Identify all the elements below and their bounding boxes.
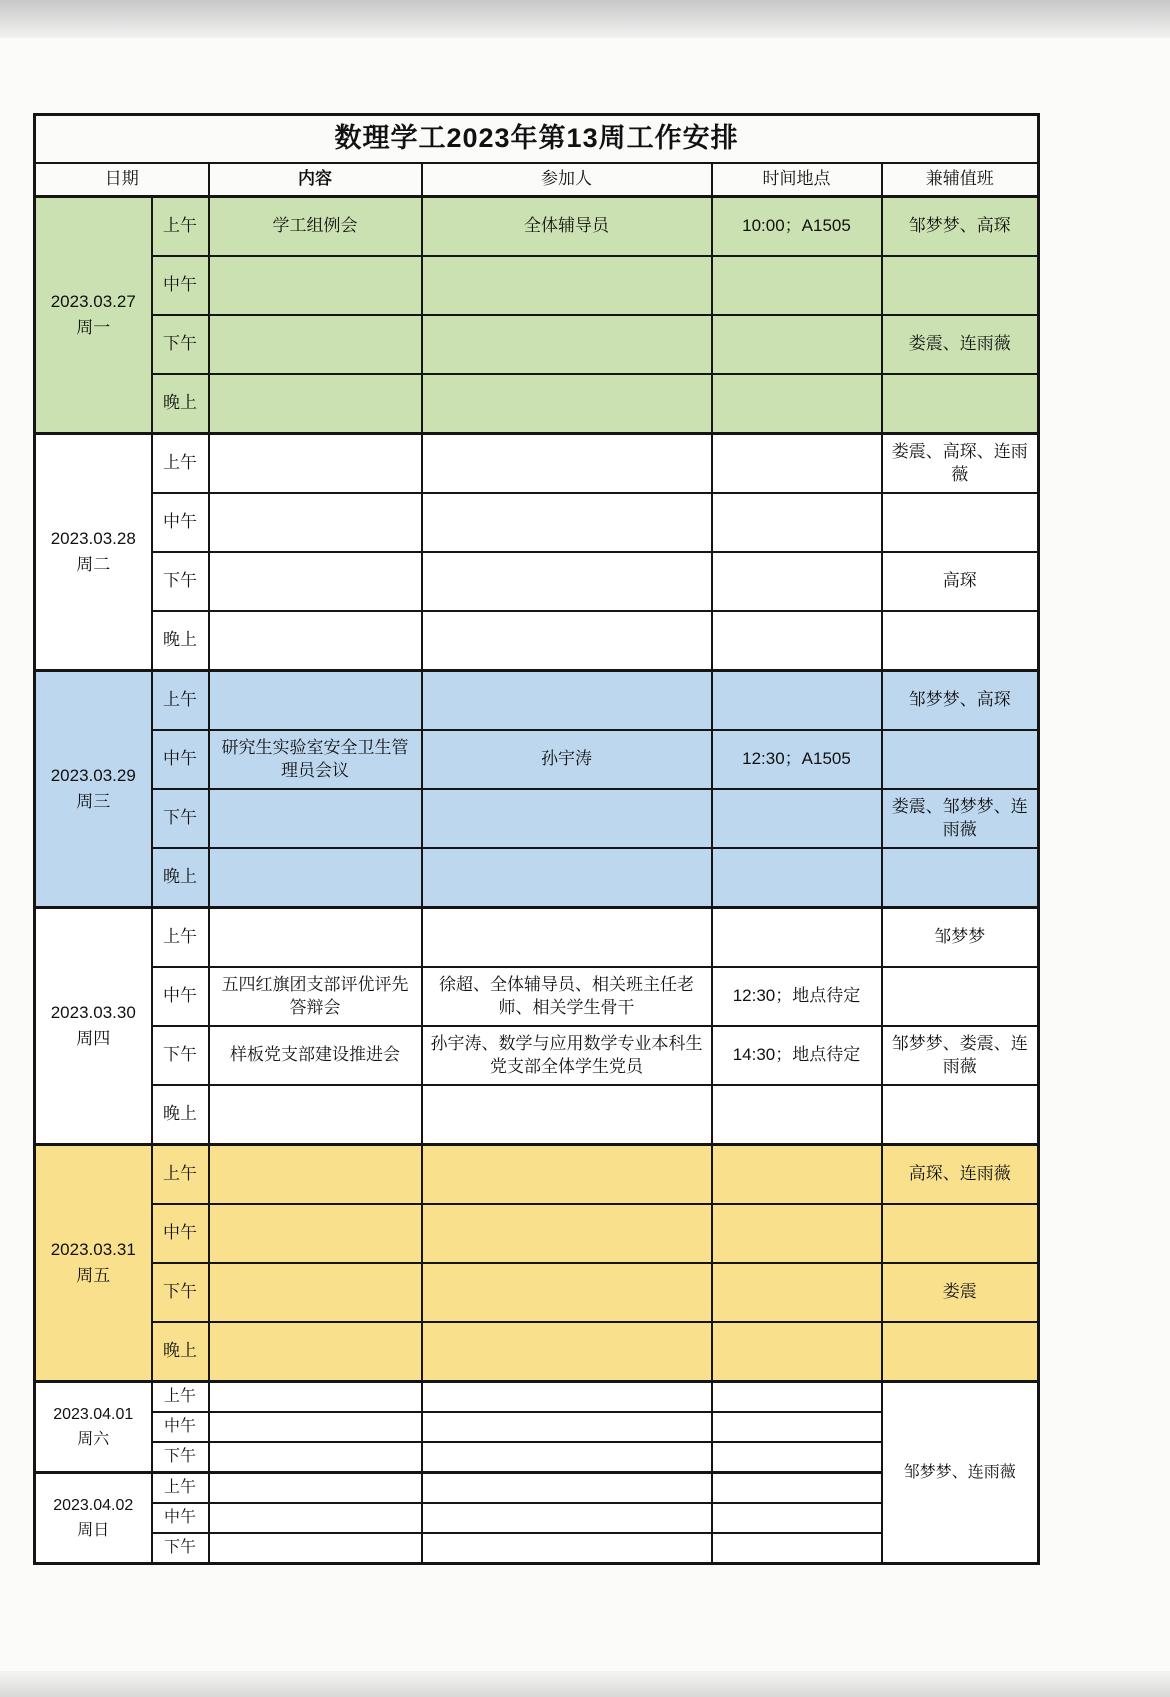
- participants-cell: [422, 552, 712, 611]
- table-row: [35, 315, 1039, 374]
- table-row: [35, 197, 1039, 257]
- time-cell: [712, 848, 882, 908]
- table-row: [35, 1145, 1039, 1205]
- duty-cell: 邹梦梦、高琛: [882, 671, 1039, 731]
- content-cell: 样板党支部建设推进会: [209, 1026, 422, 1085]
- duty-cell: [882, 611, 1039, 671]
- duty-cell: [882, 374, 1039, 434]
- participants-cell: [422, 1503, 712, 1533]
- content-cell: [209, 908, 422, 968]
- time-cell: [712, 434, 882, 494]
- weekday-text: 周四: [76, 1028, 111, 1048]
- duty-cell: 娄震: [882, 1263, 1039, 1322]
- header-time-place: 时间地点: [712, 163, 882, 197]
- table-row: [35, 1263, 1039, 1322]
- date-text: 2023.03.31: [50, 1240, 136, 1260]
- time-cell: [712, 315, 882, 374]
- period-cell: 晚上: [152, 1322, 209, 1382]
- duty-cell: 邹梦梦、娄震、连雨薇: [882, 1026, 1039, 1085]
- period-cell: 晚上: [152, 1085, 209, 1145]
- content-cell: [209, 611, 422, 671]
- content-cell: 学工组例会: [209, 197, 422, 257]
- period-cell: 中午: [152, 493, 209, 552]
- duty-cell: 高琛、连雨薇: [882, 1145, 1039, 1205]
- header-content: 内容: [209, 163, 422, 197]
- content-cell: 五四红旗团支部评优评先答辩会: [209, 967, 422, 1026]
- participants-cell: [422, 848, 712, 908]
- table-row: [35, 730, 1039, 789]
- period-cell: 晚上: [152, 611, 209, 671]
- time-cell: [712, 1412, 882, 1442]
- participants-cell: 全体辅导员: [422, 197, 712, 257]
- time-cell: [712, 1442, 882, 1473]
- table-row: [35, 1322, 1039, 1382]
- table-row: [35, 552, 1039, 611]
- time-cell: 12:30；A1505: [712, 730, 882, 789]
- participants-cell: [422, 374, 712, 434]
- participants-cell: [422, 434, 712, 494]
- participants-cell: 孙宇涛、数学与应用数学专业本科生党支部全体学生党员: [422, 1026, 712, 1085]
- period-cell: 上午: [152, 671, 209, 731]
- period-cell: 上午: [152, 1473, 209, 1504]
- header-date: 日期: [35, 163, 209, 197]
- period-cell: 中午: [152, 730, 209, 789]
- header-participants: 参加人: [422, 163, 712, 197]
- content-cell: [209, 552, 422, 611]
- time-cell: [712, 1382, 882, 1413]
- schedule-sheet: [33, 113, 1040, 1565]
- time-cell: 12:30；地点待定: [712, 967, 882, 1026]
- participants-cell: [422, 1412, 712, 1442]
- duty-cell: 娄震、连雨薇: [882, 315, 1039, 374]
- period-cell: 晚上: [152, 374, 209, 434]
- table-row: [35, 256, 1039, 315]
- period-cell: 下午: [152, 789, 209, 848]
- time-cell: [712, 256, 882, 315]
- participants-cell: [422, 1382, 712, 1413]
- period-cell: 下午: [152, 552, 209, 611]
- period-cell: 上午: [152, 1382, 209, 1413]
- content-cell: [209, 789, 422, 848]
- duty-cell: 娄震、邹梦梦、连雨薇: [882, 789, 1039, 848]
- weekday-text: 周五: [76, 1265, 111, 1285]
- participants-cell: [422, 908, 712, 968]
- time-cell: 14:30；地点待定: [712, 1026, 882, 1085]
- table-row: [35, 374, 1039, 434]
- content-cell: 研究生实验室安全卫生管理员会议: [209, 730, 422, 789]
- time-cell: [712, 1204, 882, 1263]
- content-cell: [209, 1145, 422, 1205]
- period-cell: 下午: [152, 1263, 209, 1322]
- period-cell: 上午: [152, 908, 209, 968]
- table-row: [35, 1204, 1039, 1263]
- time-cell: [712, 374, 882, 434]
- content-cell: [209, 1533, 422, 1564]
- period-cell: 上午: [152, 197, 209, 257]
- table-row: [35, 789, 1039, 848]
- date-cell: [35, 1145, 152, 1382]
- participants-cell: [422, 1533, 712, 1564]
- participants-cell: [422, 315, 712, 374]
- weekday-text: 周六: [77, 1430, 110, 1448]
- duty-cell: [882, 493, 1039, 552]
- duty-cell: [882, 1322, 1039, 1382]
- period-cell: 中午: [152, 967, 209, 1026]
- date-cell: [35, 434, 152, 671]
- date-cell: [35, 671, 152, 908]
- content-cell: [209, 848, 422, 908]
- duty-cell: [882, 730, 1039, 789]
- page-title: 数理学工2023年第13周工作安排: [35, 115, 1039, 164]
- table-row: [35, 1085, 1039, 1145]
- content-cell: [209, 315, 422, 374]
- schedule-table: [33, 113, 1040, 1565]
- header-duty: 兼辅值班: [882, 163, 1039, 197]
- date-text: 2023.04.01: [53, 1406, 134, 1424]
- period-cell: 下午: [152, 1442, 209, 1473]
- header-row: [35, 163, 1039, 197]
- period-cell: 中午: [152, 1412, 209, 1442]
- content-cell: [209, 434, 422, 494]
- table-row: [35, 908, 1039, 968]
- participants-cell: 孙宇涛: [422, 730, 712, 789]
- duty-cell: [882, 1204, 1039, 1263]
- weekday-text: 周日: [77, 1521, 110, 1539]
- date-cell: [35, 197, 152, 434]
- participants-cell: [422, 671, 712, 731]
- duty-cell: 邹梦梦: [882, 908, 1039, 968]
- period-cell: 中午: [152, 1503, 209, 1533]
- time-cell: [712, 1085, 882, 1145]
- participants-cell: [422, 1322, 712, 1382]
- participants-cell: [422, 256, 712, 315]
- date-text: 2023.03.28: [50, 529, 136, 549]
- time-cell: [712, 908, 882, 968]
- duty-cell: [882, 848, 1039, 908]
- duty-cell: 高琛: [882, 552, 1039, 611]
- participants-cell: [422, 1145, 712, 1205]
- table-row: [35, 671, 1039, 731]
- date-cell: [35, 908, 152, 1145]
- period-cell: 下午: [152, 1026, 209, 1085]
- content-cell: [209, 1442, 422, 1473]
- participants-cell: [422, 1085, 712, 1145]
- weekday-text: 周三: [76, 791, 111, 811]
- photo-gray-top-band: [0, 0, 1170, 38]
- date-text: 2023.03.27: [50, 292, 136, 312]
- table-row: [35, 1382, 1039, 1413]
- content-cell: [209, 1263, 422, 1322]
- period-cell: 中午: [152, 256, 209, 315]
- participants-cell: 徐超、全体辅导员、相关班主任老师、相关学生骨干: [422, 967, 712, 1026]
- content-cell: [209, 1382, 422, 1413]
- content-cell: [209, 1412, 422, 1442]
- participants-cell: [422, 1442, 712, 1473]
- content-cell: [209, 1322, 422, 1382]
- time-cell: [712, 1263, 882, 1322]
- date-cell: [35, 1473, 152, 1564]
- title-row: [35, 115, 1039, 164]
- content-cell: [209, 256, 422, 315]
- table-row: [35, 848, 1039, 908]
- time-cell: [712, 671, 882, 731]
- table-row: [35, 611, 1039, 671]
- period-cell: 晚上: [152, 848, 209, 908]
- time-cell: 10:00；A1505: [712, 197, 882, 257]
- duty-cell: [882, 256, 1039, 315]
- table-row: [35, 493, 1039, 552]
- time-cell: [712, 493, 882, 552]
- time-cell: [712, 1533, 882, 1564]
- table-row: [35, 967, 1039, 1026]
- content-cell: [209, 374, 422, 434]
- participants-cell: [422, 1204, 712, 1263]
- time-cell: [712, 1473, 882, 1504]
- date-cell: [35, 1382, 152, 1473]
- content-cell: [209, 1204, 422, 1263]
- content-cell: [209, 671, 422, 731]
- duty-cell: [882, 967, 1039, 1026]
- content-cell: [209, 1473, 422, 1504]
- period-cell: 上午: [152, 1145, 209, 1205]
- period-cell: 中午: [152, 1204, 209, 1263]
- period-cell: 下午: [152, 1533, 209, 1564]
- weekday-text: 周一: [76, 317, 111, 337]
- time-cell: [712, 1503, 882, 1533]
- time-cell: [712, 789, 882, 848]
- weekday-text: 周二: [76, 554, 111, 574]
- table-row: [35, 434, 1039, 494]
- participants-cell: [422, 611, 712, 671]
- period-cell: 下午: [152, 315, 209, 374]
- time-cell: [712, 611, 882, 671]
- participants-cell: [422, 493, 712, 552]
- participants-cell: [422, 789, 712, 848]
- time-cell: [712, 1322, 882, 1382]
- duty-cell: 邹梦梦、高琛: [882, 197, 1039, 257]
- content-cell: [209, 1503, 422, 1533]
- participants-cell: [422, 1263, 712, 1322]
- time-cell: [712, 1145, 882, 1205]
- time-cell: [712, 552, 882, 611]
- photo-gray-bottom-band: [0, 1671, 1170, 1697]
- participants-cell: [422, 1473, 712, 1504]
- duty-cell: 娄震、高琛、连雨薇: [882, 434, 1039, 494]
- period-cell: 上午: [152, 434, 209, 494]
- date-text: 2023.03.30: [50, 1003, 136, 1023]
- weekend-duty-cell: 邹梦梦、连雨薇: [882, 1382, 1039, 1564]
- content-cell: [209, 1085, 422, 1145]
- table-row: [35, 1026, 1039, 1085]
- date-text: 2023.03.29: [50, 766, 136, 786]
- date-text: 2023.04.02: [53, 1497, 134, 1515]
- duty-cell: [882, 1085, 1039, 1145]
- content-cell: [209, 493, 422, 552]
